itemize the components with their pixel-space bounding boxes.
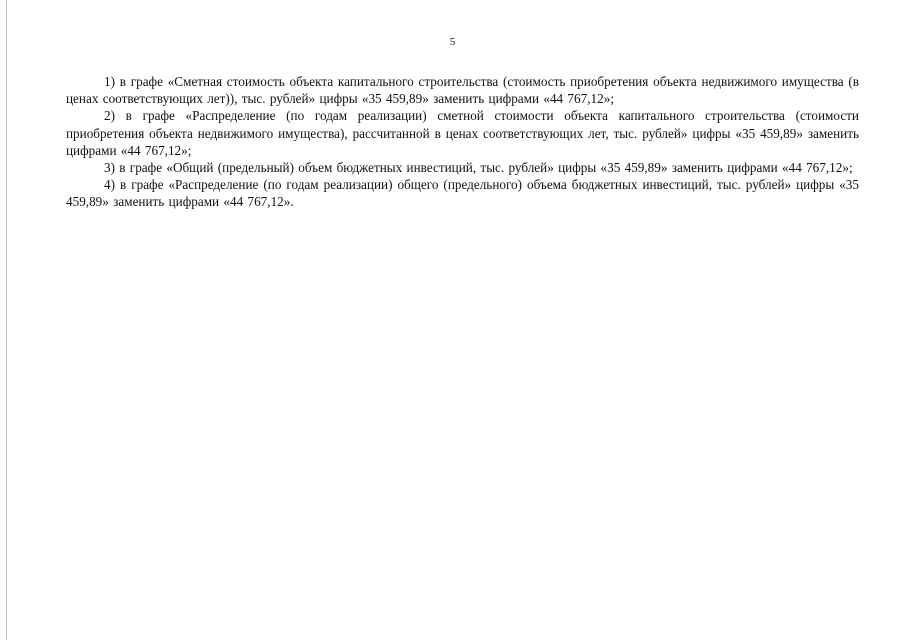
amendment-item-3: 3) в графе «Общий (предельный) объем бюджетных инвестиций, тыс. рублей» цифры «35 459,89» заменить цифрами «44 767,12»; [104,160,853,176]
amendment-item-1: 1) в графе «Сметная стоимость объекта капитального строительства (стоимость приобретения объекта недвижимого имущества (в ценах соответствующих лет)), тыс. рублей» цифры «35 459,89» заменить цифрами «44 767,12»; [66,74,859,107]
amendment-item-2: 2) в графе «Распределение (по годам реализации) сметной стоимости объекта капитального строительства (стоимости приобретения объекта недвижимого имущества), рассчитанной в ценах соответствующих лет, тыс. рублей» цифры «35 459,89» заменить цифрами «44 767,12»; [66,108,859,158]
document-body [66,73,859,211]
page-number: 5 [449,36,456,48]
amendment-item-4: 4) в графе «Распределение (по годам реализации) общего (предельного) объема бюджетных инвестиций, тыс. рублей» цифры «35 459,89» заменить цифрами «44 767,12». [66,177,859,210]
scan-edge-line [6,0,7,640]
